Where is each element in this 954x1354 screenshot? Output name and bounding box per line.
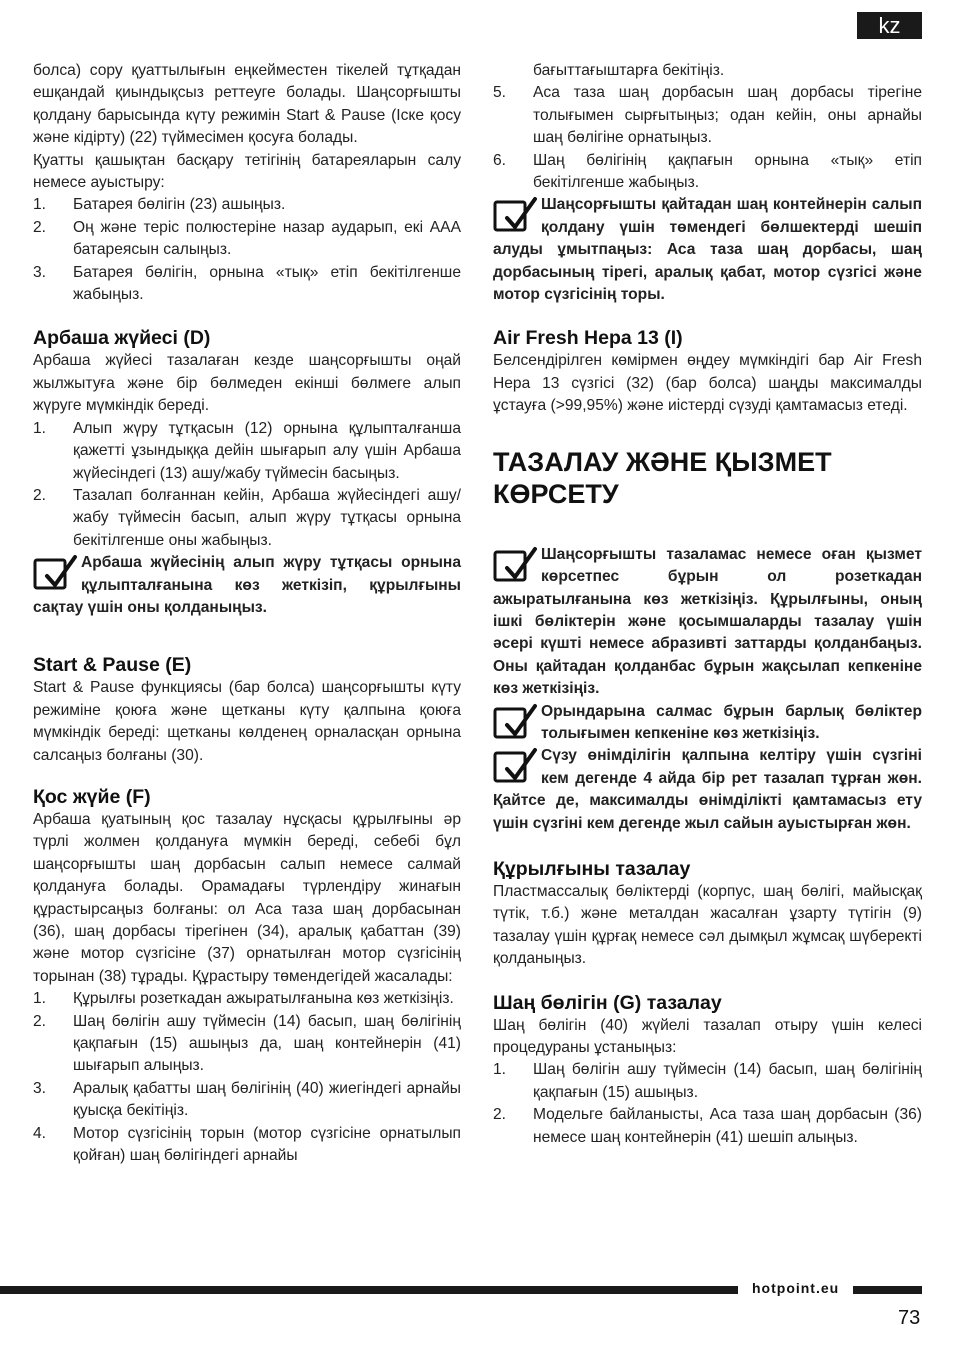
section-heading-start-pause: Start & Pause (E) bbox=[33, 654, 192, 677]
list-item-text: Құрылғы розеткадан ажыратылғанына көз жеткізіңіз. bbox=[73, 990, 454, 1008]
list-item bbox=[33, 1078, 461, 1123]
list-item-number: 4. bbox=[33, 1124, 47, 1142]
section-heading-device-cleaning: Құрылғыны тазалау bbox=[493, 857, 691, 880]
list-item-text: Оң және теріс полюстеріне назар аударып, екі AAA батареясын салыңыз. bbox=[73, 218, 461, 259]
dual-steps-list bbox=[33, 988, 461, 1167]
list-item bbox=[33, 1123, 461, 1168]
list-item bbox=[493, 150, 922, 195]
trolley-steps-list bbox=[33, 418, 461, 552]
page-number: 73 bbox=[898, 1307, 921, 1329]
list-item: бағыттағыштарға бекітіңіз. bbox=[533, 62, 725, 79]
list-item bbox=[33, 262, 461, 307]
note-text: Орындарына салмас бұрын барлық бөліктер толығымен кепкеніне көз жеткізіңіз. bbox=[541, 702, 922, 742]
note-text: Сүзу өнімділігін қалпына келтіру үшін сүзгіні кем дегенде 4 айда бір рет тазалап тұрған жөн. Қайтсе де, максималды өнімділікті қамтамасыз ету үшін сүзгіні кем дегенде жыл сайын ауыстырған жөн. bbox=[493, 747, 922, 832]
checkmark-note-icon bbox=[493, 546, 541, 584]
list-item bbox=[33, 217, 461, 262]
list-item-number: 5. bbox=[493, 84, 507, 102]
section-heading-dual-system: Қос жүйе (F) bbox=[33, 785, 151, 808]
list-item bbox=[33, 988, 461, 1010]
list-item-text: Аралық қабатты шаң бөлігінің (40) жиегіндегі арнайы қуысқа бекітіңіз. bbox=[73, 1079, 461, 1120]
dust-steps-list bbox=[493, 1059, 922, 1149]
list-item bbox=[493, 82, 922, 149]
note-trolley bbox=[33, 552, 461, 619]
note-dry bbox=[493, 701, 922, 746]
section-heading-air-fresh: Air Fresh Hepa 13 (I) bbox=[493, 327, 683, 350]
paragraph: Арбаша қуатының қос тазалау нұсқасы құрылғыны әр түрлі жолмен қолдануға мүмкін береді, себебі бұл шаңсорғышты шаң дорбасын салып немесе салмай қолдануға болады. Орамадағы түрлендіру жинағын құрастырсаңыз болғаны: ол Аса таза шаң дорбасынан (36), шаң дорбасы тірегінен (34), аралық қабаттан (39) және мотор сүзгісіне (37) орнатылған мотор сүзгісінің торынан (38) тұрады. Құрастыру төмендегідей жасалады: bbox=[33, 810, 461, 985]
footer-rule-left bbox=[0, 1286, 738, 1294]
list-item-text: Шаң бөлігін ашу түймесін (14) басып, шаң бөлігінің қақпағын (15) ашыңыз да, шаң контейнерін (41) шығарып алыңыз. bbox=[73, 1012, 461, 1075]
list-item-text: Алып жүру тұтқасын (12) орнына құлыпталғанша қажетті ұзындыққа дейін шығарып алу үшін Арбаша жүйесіндегі (13) ашу/жабу түймесін басыңыз. bbox=[73, 419, 461, 482]
note-text: Арбаша жүйесінің алып жүру тұтқасы орнына құлыпталғанына көз жеткізіп, құрылғыны сақтау үшін оны қолданыңыз. bbox=[33, 554, 461, 616]
list-item-text: Шаң бөлігін ашу түймесін (14) басып, шаң бөлігінің қақпағын (15) ашыңыз. bbox=[533, 1061, 922, 1101]
checkmark-note-icon bbox=[493, 196, 541, 234]
list-item-number: 1. bbox=[33, 419, 47, 437]
list-item bbox=[33, 1011, 461, 1078]
note-dust-container bbox=[493, 194, 922, 306]
battery-steps-list bbox=[33, 194, 461, 306]
paragraph: Қуатты қашықтан басқару тетігінің батареяларын салу немесе ауыстыру: bbox=[33, 151, 461, 192]
note-filter bbox=[493, 745, 922, 835]
list-item-number: 2. bbox=[33, 486, 47, 504]
brand-link[interactable]: hotpoint.eu bbox=[752, 1280, 840, 1296]
note-text: Шаңсорғышты қайтадан шаң контейнерін салып қолдану үшін төмендегі бөлшектерді шешіп алуды ұмытпаңыз: Аса таза шаң дорбасы, шаң дорбасының тірегі, аралық қабат, мотор сүзгісі және мотор сүзгісінің торы. bbox=[493, 196, 922, 304]
list-item-text: Аса таза шаң дорбасын шаң дорбасы тірегіне толығымен сырғытыңыз; одан кейін, оны арнайы шаң бөлігіне орнатыңыз. bbox=[533, 84, 922, 147]
note-text: Шаңсорғышты тазаламас немесе оған қызмет көрсетпес бұрын ол розеткадан ажыратылғанына көз жеткізіңіз. Құрылғыны, оның ішкі бөліктерін және қосымшаларды тазалау үшін әсері күшті немесе абразивті заттарды қолданбаңыз. Оны қайтадан қолданбас бұрын жақсылап кепкеніне көз жеткізіңіз. bbox=[493, 545, 922, 698]
list-item bbox=[493, 1104, 922, 1149]
list-item-number: 2. bbox=[493, 1106, 507, 1124]
list-item-text: Батарея бөлігін, орнына «тық» етіп бекітілгенше жабыңыз. bbox=[73, 263, 461, 304]
section-heading-dust-compartment: Шаң бөлігін (G) тазалау bbox=[493, 991, 722, 1014]
paragraph: Арбаша жүйесі тазалаған кезде шаңсорғышты оңай жылжытуға және бір бөлмеден екінші бөлмеге алып жүруге мүмкіндік береді. bbox=[33, 352, 461, 415]
list-item-text: Модельге байланысты, Аса таза шаң дорбасын (36) немесе шаң контейнерін (41) шешіп алыңыз. bbox=[533, 1106, 922, 1146]
list-item-text: Батарея бөлігін (23) ашыңыз. bbox=[73, 196, 286, 214]
list-item-text: Мотор сүзгісінің торын (мотор сүзгісіне орнатылып қойған) шаң бөлігіндегі арнайы bbox=[73, 1124, 461, 1165]
list-item-number: 6. bbox=[493, 151, 507, 169]
steps-list-continued bbox=[493, 82, 922, 194]
list-item-number: 2. bbox=[33, 1012, 47, 1030]
checkmark-note-icon bbox=[493, 747, 541, 785]
list-item-number: 1. bbox=[33, 990, 47, 1008]
list-item bbox=[33, 485, 461, 552]
list-item-number: 2. bbox=[33, 218, 47, 236]
section-heading-trolley: Арбаша жүйесі (D) bbox=[33, 327, 211, 350]
chapter-heading: ТАЗАЛАУ ЖӘНЕ ҚЫЗМЕТ КӨРСЕТУ bbox=[493, 446, 832, 509]
paragraph: Пластмассалық бөліктерді (корпус, шаң бөлігі, майысқақ түтік, т.б.) және металдан жасалған ұзарту түтігін (9) тазалау үшін құрғақ немесе сәл дымқыл жұмсақ шүберекті қолданыңыз. bbox=[493, 882, 922, 968]
right-column bbox=[493, 60, 922, 1149]
list-item-number: 3. bbox=[33, 263, 47, 281]
list-item-text: Тазалап болғаннан кейін, Арбаша жүйесіндегі ашу/жабу түймесін басып, алып жүру тұтқасы орнына бекітілгенше оны жабыңыз. bbox=[73, 486, 461, 549]
list-item-number: 1. bbox=[493, 1061, 507, 1079]
left-column bbox=[33, 60, 461, 1167]
list-item-number: 3. bbox=[33, 1079, 47, 1097]
note-unplug bbox=[493, 544, 922, 701]
language-badge: kz bbox=[857, 12, 922, 39]
list-item bbox=[33, 194, 461, 216]
footer-rule-right bbox=[853, 1286, 922, 1294]
list-item-text: Шаң бөлігінің қақпағын орнына «тық» етіп бекітілгенше жабыңыз. bbox=[533, 151, 922, 192]
list-item bbox=[33, 418, 461, 485]
list-item-number: 1. bbox=[33, 196, 47, 214]
list-item bbox=[493, 1059, 922, 1104]
paragraph: Белсендірілген көмірмен өңдеу мүмкіндігі бар Air Fresh Hepa 13 сүзгісі (32) (бар болса) шаңды максималды ұстауға (>99,95%) және иістерді сүзуді қамтамасыз етеді. bbox=[493, 352, 922, 415]
paragraph: Start & Pause функциясы (бар болса) шаңсорғышты күту режиміне қоюға және щетканы күту қалпына қоюға мүмкіндік береді: щетканы көлденең орналасқан орнына салсаңыз болғаны (30). bbox=[33, 679, 461, 764]
paragraph: болса) сору қуаттылығын еңкейместен тікелей тұтқадан ешқандай қиындықсыз реттеуге болады. Шаңсорғышты қолдану барысында күту режимін Start & Pause (Іске қосу және кідірту) (22) түймесімен қосуға болады. bbox=[33, 62, 461, 147]
checkmark-note-icon bbox=[33, 554, 81, 592]
checkmark-note-icon bbox=[493, 703, 541, 741]
paragraph: Шаң бөлігін (40) жүйелі тазалап отыру үшін келесі процедураны ұстаныңыз: bbox=[493, 1016, 922, 1056]
